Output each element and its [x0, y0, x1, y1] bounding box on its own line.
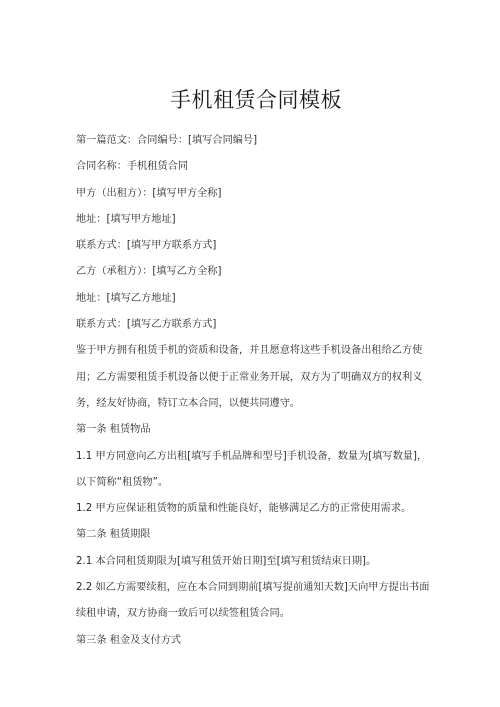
- article-3-heading: 第三条 租金及支付方式: [76, 634, 182, 646]
- preamble-line-3: 务，经友好协商，特订立本合同，以便共同遵守。: [76, 397, 301, 409]
- clause-2-2-line-1: 2.2 如乙方需要续租，应在本合同到期前[填写提前通知天数]天向甲方提出书面: [76, 582, 430, 594]
- document-title: 手机租赁合同模板: [170, 88, 342, 112]
- party-b-name-line: 乙方（承租方）：[填写乙方全称]: [76, 266, 222, 278]
- clause-2-1: 2.1 本合同租赁期限为[填写租赁开始日期]至[填写租赁结束日期]。: [76, 555, 377, 567]
- party-a-address-line: 地址：[填写甲方地址]: [76, 213, 176, 225]
- party-a-name-line: 甲方（出租方）：[填写甲方全称]: [76, 187, 222, 199]
- party-b-contact-line: 联系方式：[填写乙方联系方式]: [76, 319, 217, 331]
- contract-number-line: 第一篇范文：合同编号：[填写合同编号]: [76, 135, 258, 146]
- preamble-line-1: 鉴于甲方拥有租赁手机的资质和设备，并且愿意将这些手机设备出租给乙方使: [76, 345, 423, 357]
- contract-name-line: 合同名称：手机租赁合同: [76, 161, 189, 173]
- article-1-heading: 第一条 租赁物品: [76, 424, 151, 436]
- party-a-contact-line: 联系方式：[填写甲方联系方式]: [76, 240, 217, 252]
- clause-1-1-line-2: 以下简称“租赁物”。: [76, 476, 169, 488]
- clause-2-2-line-2: 续租申请，双方协商一致后可以续签租赁合同。: [76, 608, 290, 620]
- clause-1-2: 1.2 甲方应保证租赁物的质量和性能良好，能够满足乙方的正常使用需求。: [76, 503, 412, 515]
- document-body: [76, 128, 434, 654]
- party-b-address-line: 地址：[填写乙方地址]: [76, 292, 176, 304]
- article-2-heading: 第二条 租赁期限: [76, 529, 151, 541]
- clause-1-1-line-1: 1.1 甲方同意向乙方出租[填写手机品牌和型号]手机设备，数量为[填写数量]，: [76, 450, 428, 462]
- preamble-line-2: 用；乙方需要租赁手机设备以便于正常业务开展，双方为了明确双方的权利义: [76, 371, 423, 383]
